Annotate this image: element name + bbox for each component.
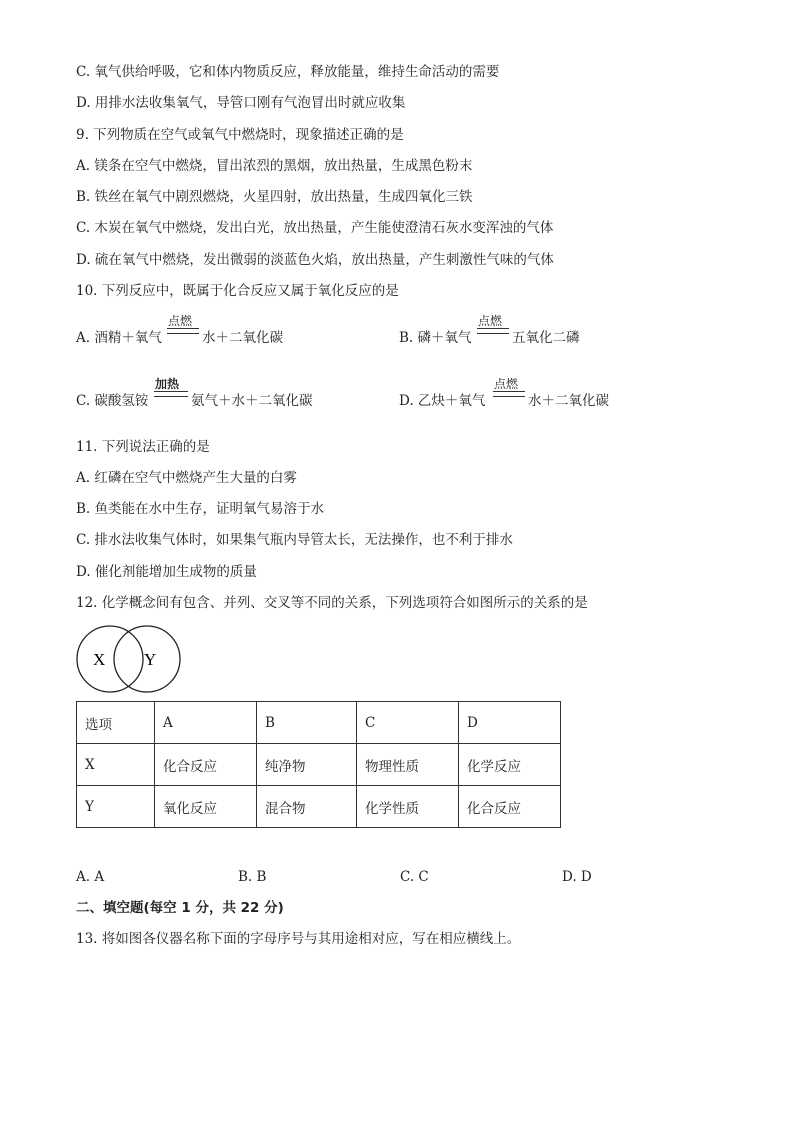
q11-option-a: A. 红磷在空气中燃烧产生大量的白雾 xyxy=(76,470,297,486)
q10b-products: 五氧化二磷 xyxy=(512,330,580,346)
q12-choice-d: D. D xyxy=(562,869,592,885)
question-12: 12. 化学概念间有包含、并列、交叉等不同的关系，下列选项符合如图所示的关系的是 xyxy=(76,595,588,611)
table-cell: 混合物 xyxy=(257,786,357,828)
q9-option-a: A. 镁条在空气中燃烧，冒出浓烈的黑烟，放出热量，生成黑色粉末 xyxy=(76,158,473,174)
q10d-condition: 点燃 xyxy=(494,377,519,391)
table-cell: 化学反应 xyxy=(459,744,561,786)
table-header-cell: B xyxy=(257,702,357,744)
q10b-reactants: B. 磷＋氧气 xyxy=(399,330,472,346)
q12-choice-a: A. A xyxy=(76,869,105,885)
q10d-products: 水＋二氧化碳 xyxy=(528,393,609,409)
table-cell: 氧化反应 xyxy=(155,786,257,828)
q8-option-c: C. 氧气供给呼吸，它和体内物质反应，释放能量，维持生命活动的需要 xyxy=(76,64,500,80)
q10b-condition: 点燃 xyxy=(478,314,503,328)
venn-circle-x xyxy=(77,626,143,692)
q10a-reactants: A. 酒精＋氧气 xyxy=(76,330,162,346)
q10c-reactants: C. 碳酸氢铵 xyxy=(76,393,149,409)
q8-option-d: D. 用排水法收集氧气，导管口刚有气泡冒出时就应收集 xyxy=(76,95,406,111)
q10c-condition: 加热 xyxy=(155,377,180,391)
q10b-equals-sign xyxy=(477,328,509,334)
table-cell: X xyxy=(77,744,155,786)
q10a-condition: 点燃 xyxy=(168,314,193,328)
question-11: 11. 下列说法正确的是 xyxy=(76,439,210,455)
table-cell: 化合反应 xyxy=(155,744,257,786)
venn-label-y: Y xyxy=(144,650,157,669)
question-10: 10. 下列反应中，既属于化合反应又属于氧化反应的是 xyxy=(76,283,399,299)
table-header-cell: D xyxy=(459,702,561,744)
table-header-row xyxy=(77,702,561,744)
q10c-equals-sign xyxy=(154,391,188,397)
table-row xyxy=(77,786,561,828)
q12-choice-b: B. B xyxy=(238,869,267,885)
table-row xyxy=(77,744,561,786)
q11-option-c: C. 排水法收集气体时，如果集气瓶内导管太长，无法操作，也不利于排水 xyxy=(76,532,513,548)
q10a-products: 水＋二氧化碳 xyxy=(202,330,283,346)
table-header-cell: A xyxy=(155,702,257,744)
q10d-reactants: D. 乙炔＋氧气 xyxy=(399,393,486,409)
venn-label-x: X xyxy=(93,650,106,669)
q11-option-d: D. 催化剂能增加生成物的质量 xyxy=(76,564,257,580)
table-header-cell: 选项 xyxy=(77,702,155,744)
q11-option-b: B. 鱼类能在水中生存，证明氧气易溶于水 xyxy=(76,501,325,517)
q9-option-b: B. 铁丝在氧气中剧烈燃烧，火星四射，放出热量，生成四氧化三铁 xyxy=(76,189,473,205)
q10a-equals-sign xyxy=(167,328,199,334)
venn-diagram xyxy=(76,622,186,696)
q10c-products: 氨气＋水＋二氧化碳 xyxy=(191,393,313,409)
q9-option-c: C. 木炭在氧气中燃烧，发出白光，放出热量，产生能使澄清石灰水变浑浊的气体 xyxy=(76,220,554,236)
q12-choice-c: C. C xyxy=(400,869,429,885)
question-9: 9. 下列物质在空气或氧气中燃烧时，现象描述正确的是 xyxy=(76,127,404,143)
q10d-equals-sign xyxy=(493,391,525,397)
table-cell: 化学性质 xyxy=(357,786,459,828)
section-2-heading: 二、填空题(每空 1 分，共 22 分) xyxy=(76,900,284,916)
table-cell: 纯净物 xyxy=(257,744,357,786)
table-cell: 物理性质 xyxy=(357,744,459,786)
table-header-cell: C xyxy=(357,702,459,744)
options-table xyxy=(76,701,561,828)
table-cell: Y xyxy=(77,786,155,828)
question-13: 13. 将如图各仪器名称下面的字母序号与其用途相对应，写在相应横线上。 xyxy=(76,931,521,947)
q9-option-d: D. 硫在氧气中燃烧，发出微弱的淡蓝色火焰，放出热量，产生刺激性气味的气体 xyxy=(76,252,554,268)
table-cell: 化合反应 xyxy=(459,786,561,828)
